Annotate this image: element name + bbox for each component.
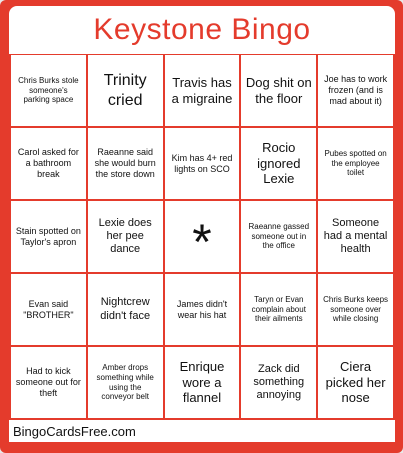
bingo-cell: Dog shit on the floor bbox=[241, 55, 316, 126]
bingo-cell: Zack did something annoying bbox=[241, 347, 316, 418]
bingo-cell: Raeanne said she would burn the store down bbox=[88, 128, 163, 199]
bingo-cell: Travis has a migraine bbox=[165, 55, 240, 126]
bingo-cell: Pubes spotted on the employee toilet bbox=[318, 128, 393, 199]
bingo-cell: Trinity cried bbox=[88, 55, 163, 126]
bingo-cell: Taryn or Evan complain about their ailments bbox=[241, 274, 316, 345]
bingo-cell: Joe has to work frozen (and is mad about it) bbox=[318, 55, 393, 126]
card-header bbox=[9, 6, 395, 54]
bingo-cell: James didn't wear his hat bbox=[165, 274, 240, 345]
bingo-cell: Chris Burks keeps someone over while closing bbox=[318, 274, 393, 345]
bingo-cell: Had to kick someone out for theft bbox=[11, 347, 86, 418]
footer-credit: BingoCardsFree.com bbox=[13, 423, 136, 439]
bingo-cell: Stain spotted on Taylor's apron bbox=[11, 201, 86, 272]
bingo-cell: Raeanne gassed someone out in the office bbox=[241, 201, 316, 272]
bingo-cell: Rocio ignored Lexie bbox=[241, 128, 316, 199]
card-footer bbox=[9, 420, 395, 442]
bingo-cell: Kim has 4+ red lights on SCO bbox=[165, 128, 240, 199]
bingo-cell: Nightcrew didn't face bbox=[88, 274, 163, 345]
bingo-cell: Enrique wore a flannel bbox=[165, 347, 240, 418]
bingo-cell: Amber drops something while using the conveyor belt bbox=[88, 347, 163, 418]
free-space-asterisk: * bbox=[165, 201, 240, 272]
card-title: Keystone Bingo bbox=[93, 13, 311, 46]
bingo-cell: Carol asked for a bathroom break bbox=[11, 128, 86, 199]
bingo-cell: Lexie does her pee dance bbox=[88, 201, 163, 272]
bingo-cell: Evan said "BROTHER" bbox=[11, 274, 86, 345]
bingo-cell: Chris Burks stole someone's parking space bbox=[11, 55, 86, 126]
bingo-cell: Someone had a mental health bbox=[318, 201, 393, 272]
bingo-cell: Ciera picked her nose bbox=[318, 347, 393, 418]
bingo-grid bbox=[9, 54, 395, 420]
